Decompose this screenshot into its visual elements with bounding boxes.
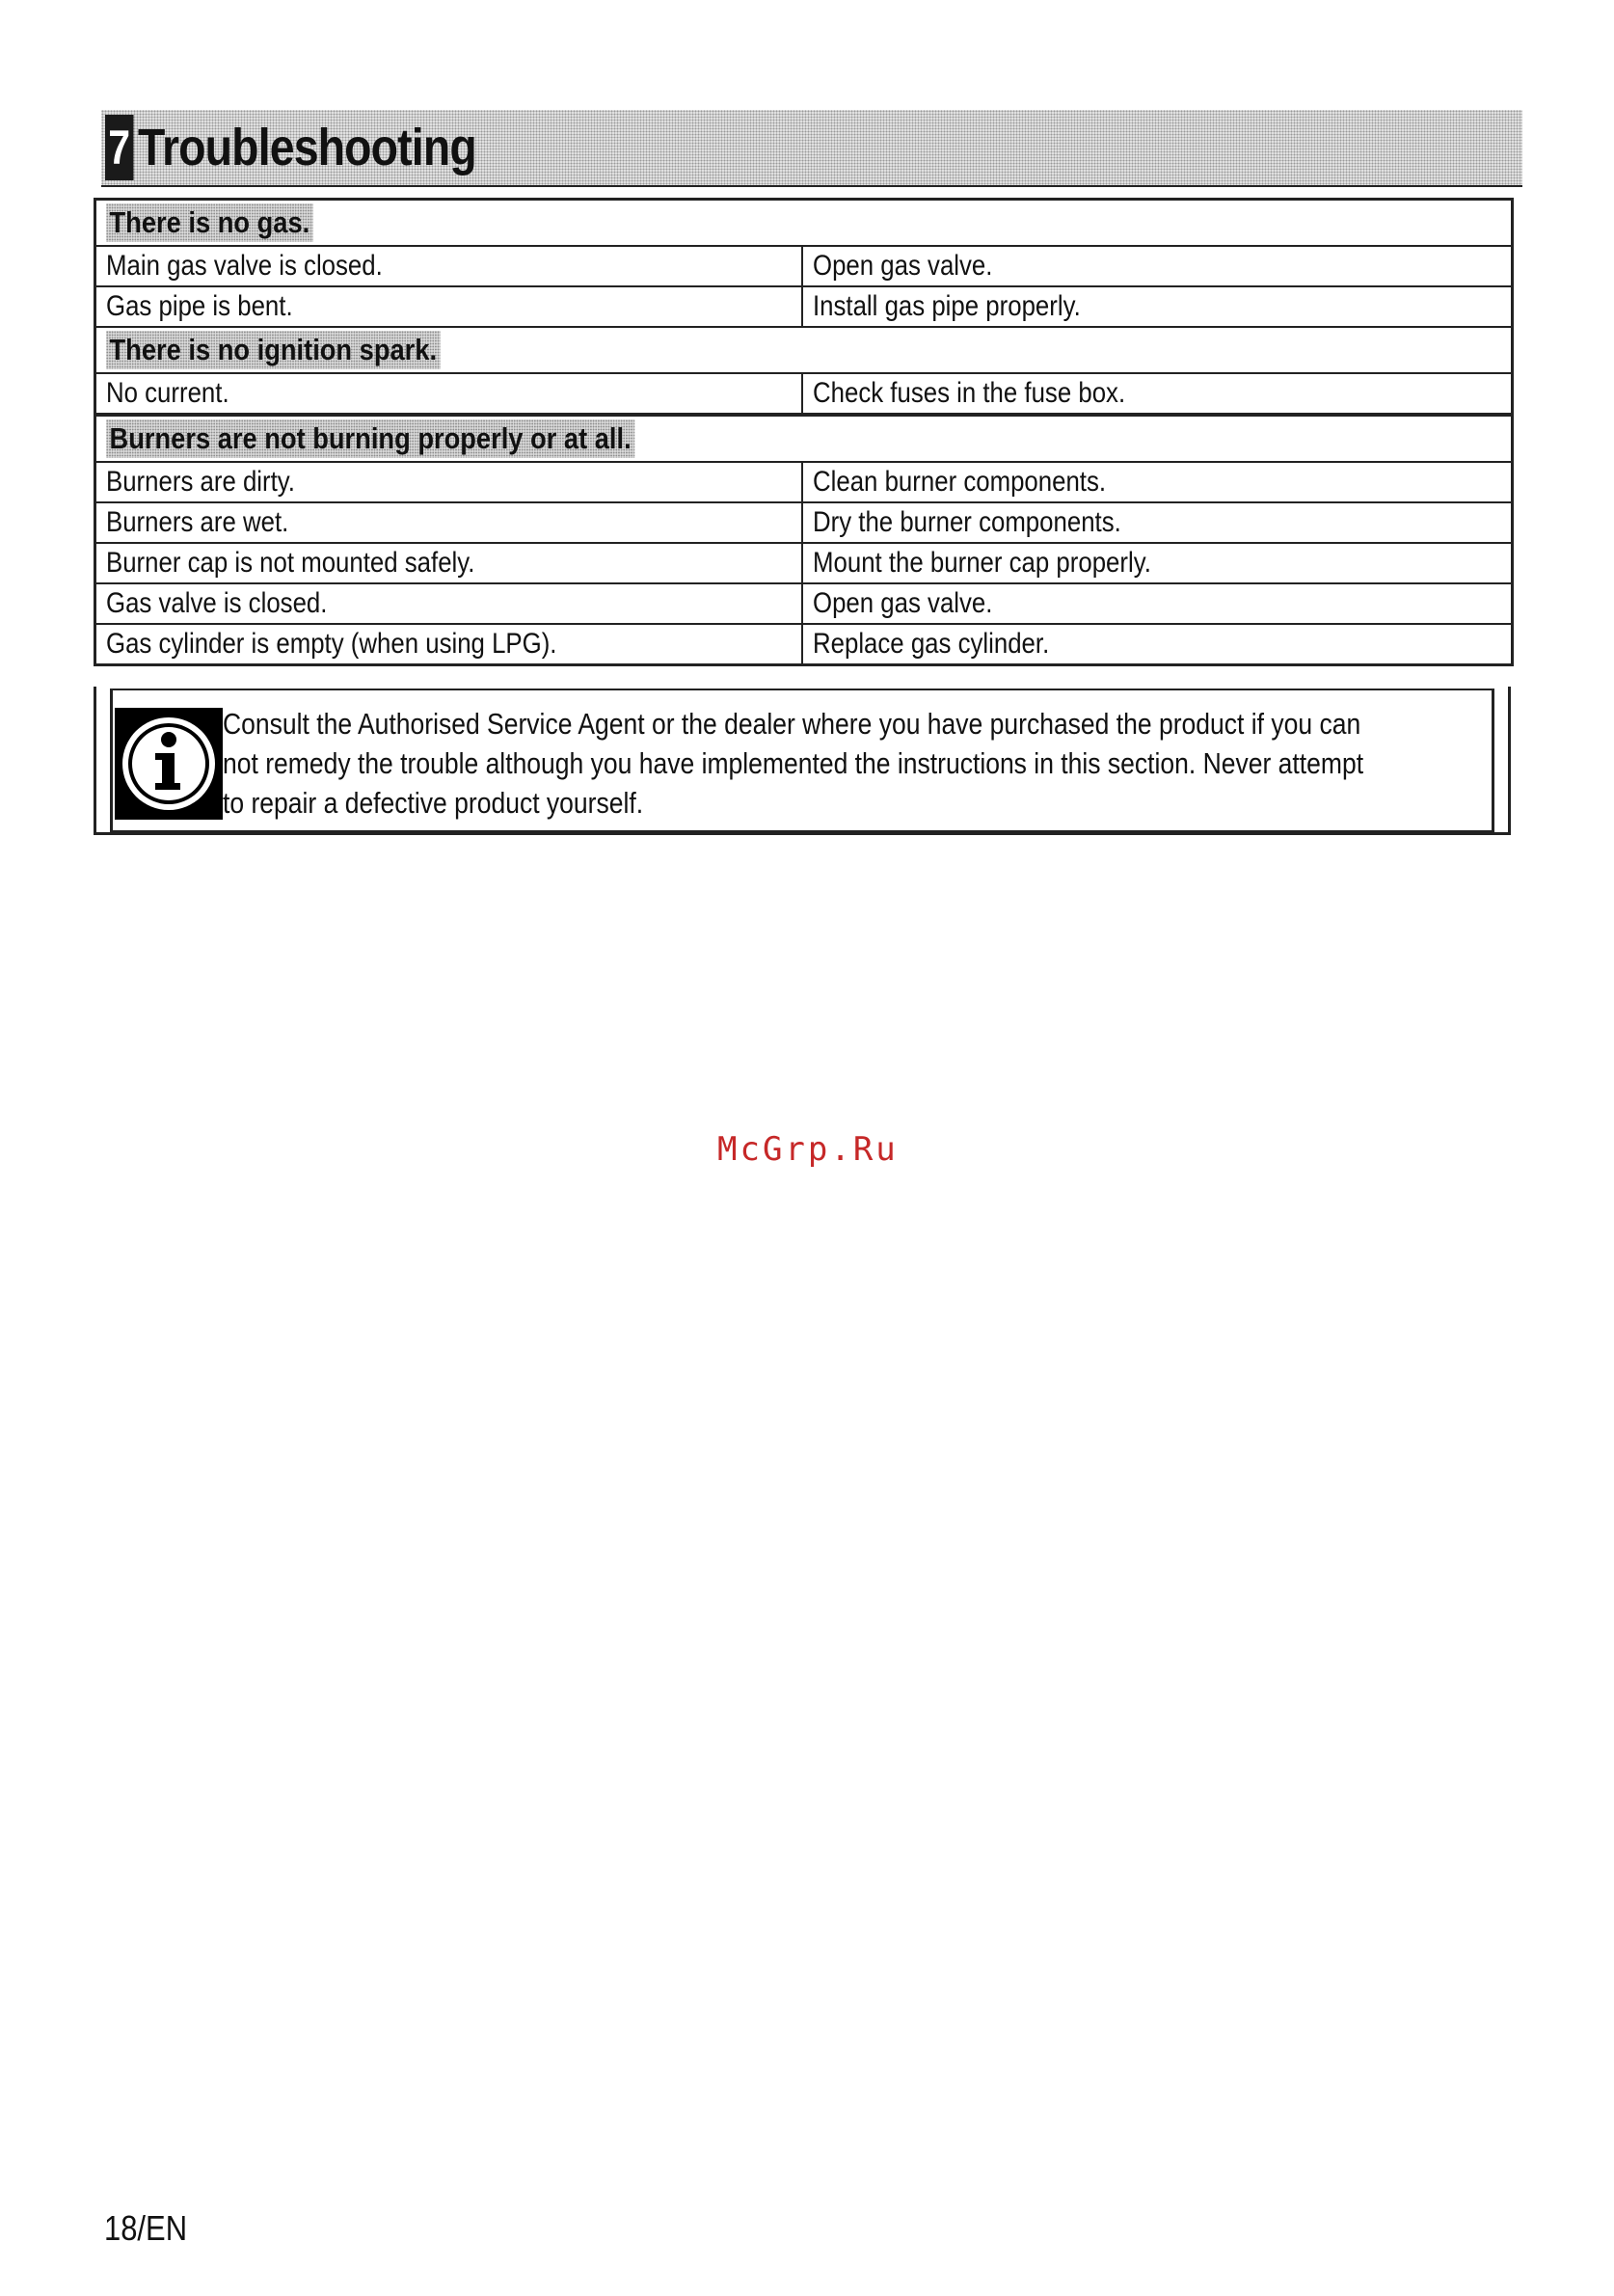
group-heading-row (95, 200, 1513, 247)
problem-cell: Main gas valve is closed. (106, 250, 383, 282)
group-heading-row (95, 415, 1513, 462)
info-notice (94, 687, 1511, 835)
table-row (95, 462, 1513, 502)
problem-cell: Gas valve is closed. (106, 587, 328, 619)
info-icon (115, 708, 223, 820)
problem-cell: Burners are wet. (106, 506, 289, 538)
remedy-cell: Open gas valve. (812, 250, 992, 282)
section-header (101, 110, 1522, 187)
problem-cell: Burner cap is not mounted safely. (106, 547, 475, 579)
group-heading: Burners are not burning properly or at all. (106, 419, 634, 458)
remedy-cell: Check fuses in the fuse box. (812, 377, 1125, 409)
problem-cell: Gas cylinder is empty (when using LPG). (106, 628, 557, 660)
troubleshooting-table (94, 198, 1514, 666)
table-row (95, 286, 1513, 327)
notice-text (223, 704, 1410, 823)
problem-cell: Burners are dirty. (106, 466, 295, 498)
table-row (95, 502, 1513, 543)
problem-cell: No current. (106, 377, 229, 409)
problem-cell: Gas pipe is bent. (106, 290, 293, 322)
page-number: 18/EN (104, 2208, 188, 2248)
notice-line: not remedy the trouble although you have implemented the instructions in this section. Never attempt (223, 746, 1364, 780)
table-row (95, 373, 1513, 415)
table-row (95, 624, 1513, 665)
notice-line: Consult the Authorised Service Agent or the dealer where you have purchased the product if you can (223, 707, 1361, 741)
remedy-cell: Dry the burner components. (812, 506, 1121, 538)
remedy-cell: Open gas valve. (812, 587, 992, 619)
remedy-cell: Clean burner components. (812, 466, 1106, 498)
remedy-cell: Mount the burner cap properly. (812, 547, 1151, 579)
table-row (95, 583, 1513, 624)
group-heading: There is no gas. (106, 203, 313, 242)
section-number: 7 (105, 115, 133, 180)
notice-line: to repair a defective product yourself. (223, 786, 644, 820)
watermark: McGrp.Ru (717, 1130, 899, 1169)
group-heading: There is no ignition spark. (106, 331, 441, 369)
info-notice-box (110, 689, 1494, 833)
remedy-cell: Install gas pipe properly. (812, 290, 1081, 322)
remedy-cell: Replace gas cylinder. (812, 628, 1049, 660)
section-title: Troubleshooting (137, 119, 476, 176)
table-row (95, 246, 1513, 286)
group-heading-row (95, 327, 1513, 373)
table-row (95, 543, 1513, 583)
